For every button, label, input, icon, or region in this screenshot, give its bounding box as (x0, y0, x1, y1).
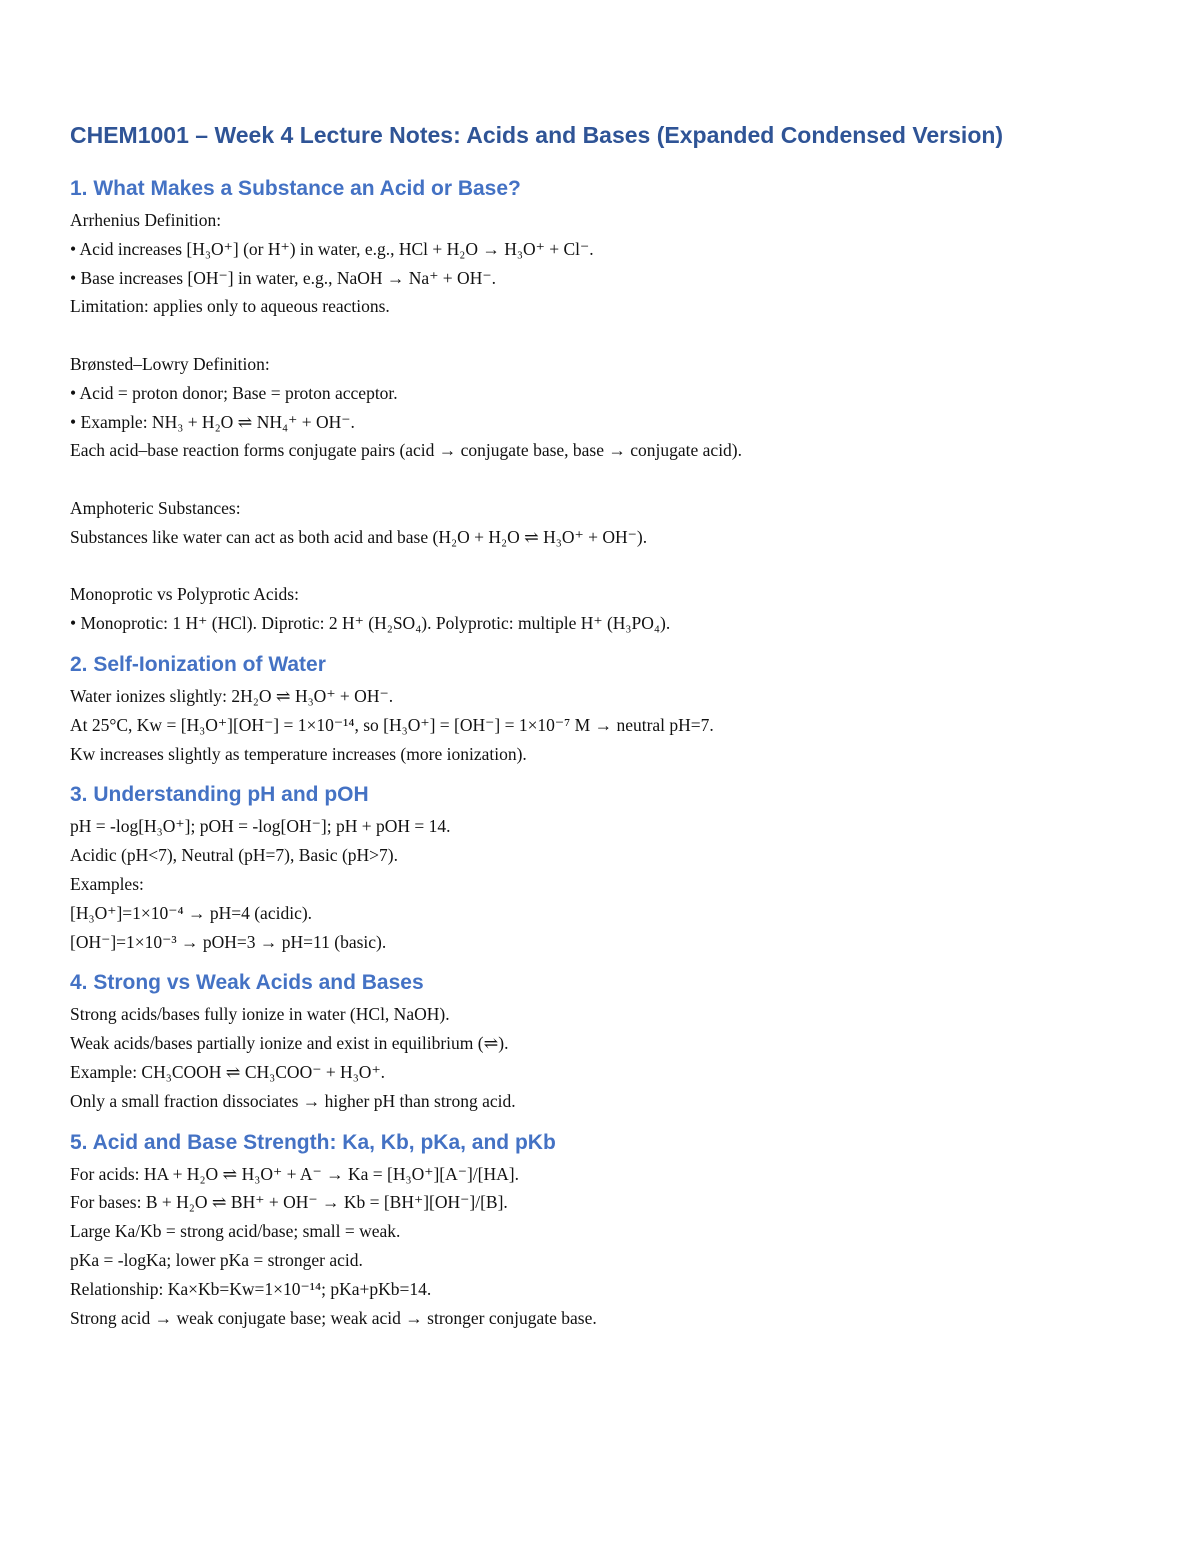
text-line: Large Ka/Kb = strong acid/base; small = weak. (70, 1221, 401, 1242)
text-line: At 25°C, Kw = [H₃O⁺][OH⁻] = 1×10⁻¹⁴, so [H₃O⁺] = [OH⁻] = 1×10⁻⁷ M → neutral pH=7. (70, 714, 714, 735)
section-4 (70, 968, 1140, 1115)
document-body (70, 118, 1140, 1344)
text-line: [OH⁻]=1×10⁻³ → pOH=3 → pH=11 (basic). (70, 931, 387, 952)
text-line: Limitation: applies only to aqueous reactions. (70, 296, 390, 317)
text-line: For bases: B + H₂O ⇌ BH⁺ + OH⁻ → Kb = [BH⁺][OH⁻]/[B]. (70, 1192, 508, 1213)
text-line: Kw increases slightly as temperature increases (more ionization). (70, 743, 527, 764)
section-heading: 2. Self-Ionization of Water (70, 652, 326, 676)
text-line: Arrhenius Definition: (70, 210, 222, 230)
document-title: CHEM1001 – Week 4 Lecture Notes: Acids and Bases (Expanded Condensed Version) (70, 122, 1004, 148)
text-line: • Acid increases [H₃O⁺] (or H⁺) in water, e.g., HCl + H₂O → H₃O⁺ + Cl⁻. (70, 238, 594, 259)
text-line: • Example: NH₃ + H₂O ⇌ NH₄⁺ + OH⁻. (70, 411, 355, 432)
blank-line (70, 552, 1140, 581)
section-3 (70, 780, 1140, 956)
section-2 (70, 650, 1140, 768)
text-line: Examples: (70, 873, 144, 894)
section-heading: 4. Strong vs Weak Acids and Bases (70, 971, 424, 995)
text-line: • Base increases [OH⁻] in water, e.g., NaOH → Na⁺ + OH⁻. (70, 267, 496, 288)
text-line: pKa = -logKa; lower pKa = stronger acid. (70, 1249, 363, 1270)
text-line: Strong acids/bases fully ionize in water (HCl, NaOH). (70, 1004, 450, 1025)
blank-line (70, 465, 1140, 494)
text-line: Substances like water can act as both acid and base (H₂O + H₂O ⇌ H₃O⁺ + OH⁻). (70, 526, 648, 547)
text-line: Brønsted–Lowry Definition: (70, 353, 270, 374)
section-1 (70, 174, 1140, 638)
text-line: Only a small fraction dissociates → higher pH than strong acid. (70, 1090, 516, 1111)
text-line: Water ionizes slightly: 2H₂O ⇌ H₃O⁺ + OH⁻. (70, 685, 394, 706)
section-heading: 3. Understanding pH and pOH (70, 783, 369, 807)
text-line: Each acid–base reaction forms conjugate pairs (acid → conjugate base, base → conjugate acid). (70, 440, 743, 461)
text-line: Acidic (pH<7), Neutral (pH=7), Basic (pH>7). (70, 845, 398, 866)
text-line: Monoprotic vs Polyprotic Acids: (70, 584, 299, 605)
section-heading: 1. What Makes a Substance an Acid or Base? (70, 177, 521, 200)
section-5 (70, 1128, 1140, 1333)
text-line: Weak acids/bases partially ionize and exist in equilibrium (⇌). (70, 1033, 509, 1054)
text-line: • Acid = proton donor; Base = proton acceptor. (70, 382, 398, 403)
text-line: For acids: HA + H₂O ⇌ H₃O⁺ + A⁻ → Ka = [H₃O⁺][A⁻]/[HA]. (70, 1163, 519, 1184)
text-line: • Monoprotic: 1 H⁺ (HCl). Diprotic: 2 H⁺ (H₂SO₄). Polyprotic: multiple H⁺ (H₃PO₄). (70, 613, 671, 634)
text-line: Amphoteric Substances: (70, 497, 241, 518)
text-line: Example: CH₃COOH ⇌ CH₃COO⁻ + H₃O⁺. (70, 1061, 386, 1082)
text-line: [H₃O⁺]=1×10⁻⁴ → pH=4 (acidic). (70, 902, 313, 923)
blank-line (70, 321, 1140, 350)
text-line: Relationship: Ka×Kb=Kw=1×10⁻¹⁴; pKa+pKb=14. (70, 1278, 432, 1299)
sections-container (70, 174, 1140, 1332)
section-heading: 5. Acid and Base Strength: Ka, Kb, pKa, and pKb (70, 1130, 556, 1154)
text-line: pH = -log[H₃O⁺]; pOH = -log[OH⁻]; pH + pOH = 14. (70, 816, 451, 837)
text-line: Strong acid → weak conjugate base; weak acid → stronger conjugate base. (70, 1307, 597, 1328)
